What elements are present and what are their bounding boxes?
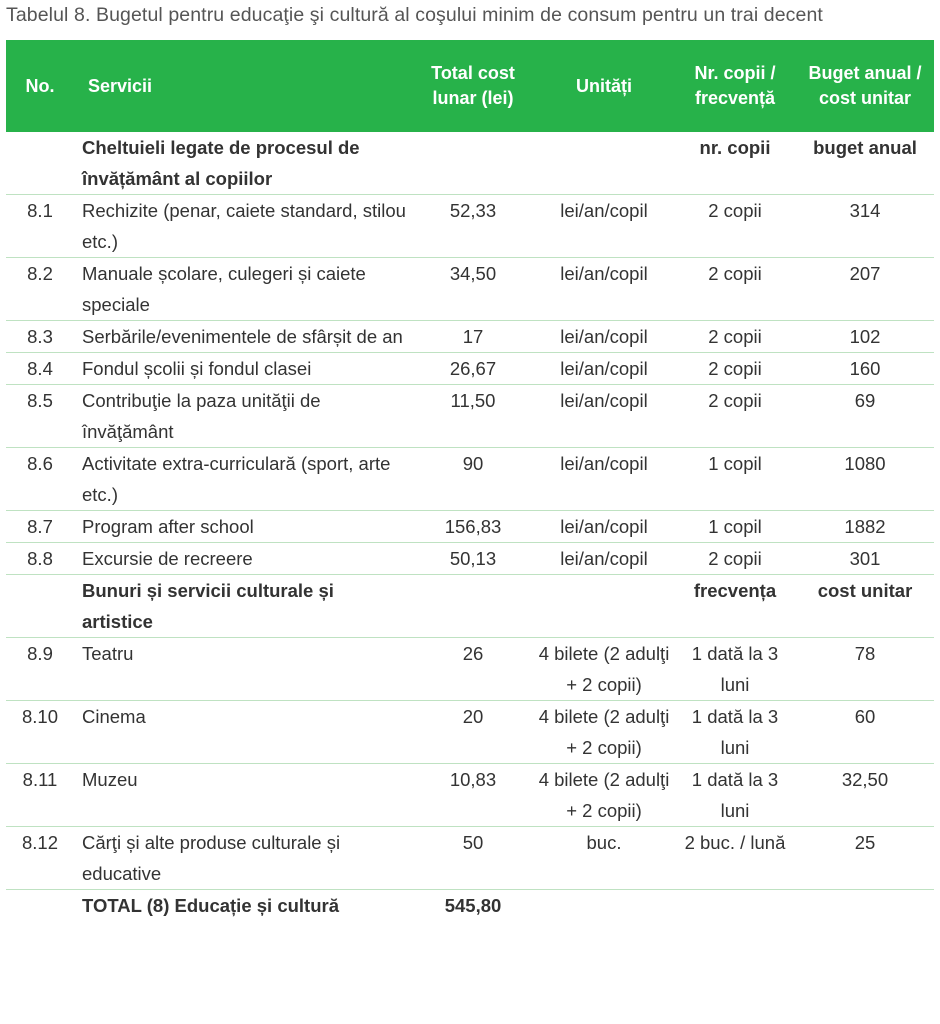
row-unit: lei/an/copil <box>534 385 674 448</box>
row-no: 8.3 <box>6 321 74 353</box>
row-cost: 34,50 <box>412 258 534 321</box>
header-unitati: Unități <box>534 40 674 132</box>
table-header-row <box>6 40 934 132</box>
table-row <box>6 448 934 511</box>
row-unit: buc. <box>534 827 674 890</box>
row-freq: 1 dată la 3 luni <box>674 764 796 827</box>
header-budget: Buget anual / cost unitar <box>796 40 934 132</box>
row-no: 8.11 <box>6 764 74 827</box>
row-no: 8.6 <box>6 448 74 511</box>
row-cost: 17 <box>412 321 534 353</box>
total-no <box>6 890 74 922</box>
row-service: Cinema <box>74 701 412 764</box>
row-freq: 1 copil <box>674 448 796 511</box>
table-caption: Tabelul 8. Bugetul pentru educaţie şi cultură al coşului minim de consum pentru un trai decent <box>6 4 823 26</box>
row-no: 8.2 <box>6 258 74 321</box>
header-servicii: Servicii <box>74 40 412 132</box>
table-row <box>6 827 934 890</box>
row-budget: 60 <box>796 701 934 764</box>
row-no: 8.5 <box>6 385 74 448</box>
row-service: Rechizite (penar, caiete standard, stilou etc.) <box>74 195 412 258</box>
row-cost: 50,13 <box>412 543 534 575</box>
section-unit <box>534 575 674 638</box>
row-no: 8.12 <box>6 827 74 890</box>
row-freq: 2 copii <box>674 258 796 321</box>
row-budget: 102 <box>796 321 934 353</box>
header-cost: Total cost lunar (lei) <box>412 40 534 132</box>
row-unit: 4 bilete (2 adulţi + 2 copii) <box>534 638 674 701</box>
section-row-culture <box>6 575 934 638</box>
section-title: Cheltuieli legate de procesul de învățământ al copiilor <box>74 132 412 195</box>
row-freq: 1 copil <box>674 511 796 543</box>
section-cost <box>412 132 534 195</box>
row-cost: 10,83 <box>412 764 534 827</box>
row-no: 8.10 <box>6 701 74 764</box>
row-freq: 2 buc. / lună <box>674 827 796 890</box>
row-freq: 2 copii <box>674 353 796 385</box>
row-cost: 26,67 <box>412 353 534 385</box>
total-cost: 545,80 <box>444 895 502 916</box>
table-row <box>6 353 934 385</box>
budget-table <box>6 40 934 921</box>
row-service: Activitate extra-curriculară (sport, arte etc.) <box>74 448 412 511</box>
row-budget: 207 <box>796 258 934 321</box>
row-unit: lei/an/copil <box>534 321 674 353</box>
section-budget-label: cost unitar <box>796 575 934 638</box>
row-budget: 301 <box>796 543 934 575</box>
section-unit <box>534 132 674 195</box>
row-budget: 314 <box>796 195 934 258</box>
row-cost: 11,50 <box>412 385 534 448</box>
table-row <box>6 321 934 353</box>
row-unit: lei/an/copil <box>534 195 674 258</box>
row-unit: 4 bilete (2 adulţi + 2 copii) <box>534 764 674 827</box>
row-cost: 156,83 <box>412 511 534 543</box>
row-no: 8.8 <box>6 543 74 575</box>
row-no: 8.7 <box>6 511 74 543</box>
table-row <box>6 511 934 543</box>
row-budget: 1882 <box>796 511 934 543</box>
row-service: Excursie de recreere <box>74 543 412 575</box>
row-freq: 2 copii <box>674 321 796 353</box>
row-cost: 26 <box>412 638 534 701</box>
row-no: 8.1 <box>6 195 74 258</box>
row-no: 8.4 <box>6 353 74 385</box>
section-cost <box>412 575 534 638</box>
section-row-education <box>6 132 934 195</box>
row-service: Manuale școlare, culegeri și caiete speciale <box>74 258 412 321</box>
row-service: Cărţi și alte produse culturale și educative <box>74 827 412 890</box>
row-budget: 160 <box>796 353 934 385</box>
total-freq <box>674 890 796 922</box>
section-freq-label: nr. copii <box>674 132 796 195</box>
section-title: Bunuri și servicii culturale și artistice <box>74 575 412 638</box>
section-freq-label: frecvența <box>674 575 796 638</box>
total-row <box>6 890 934 922</box>
table-row <box>6 195 934 258</box>
section-no <box>6 575 74 638</box>
row-cost: 50 <box>412 827 534 890</box>
row-unit: lei/an/copil <box>534 258 674 321</box>
table-row <box>6 258 934 321</box>
row-cost: 20 <box>412 701 534 764</box>
row-freq: 1 dată la 3 luni <box>674 701 796 764</box>
row-budget: 78 <box>796 638 934 701</box>
row-no: 8.9 <box>6 638 74 701</box>
row-unit: lei/an/copil <box>534 353 674 385</box>
row-service: Fondul școlii și fondul clasei <box>74 353 412 385</box>
row-unit: lei/an/copil <box>534 511 674 543</box>
table-row <box>6 385 934 448</box>
total-budget <box>796 890 934 922</box>
table-row <box>6 638 934 701</box>
row-service: Teatru <box>74 638 412 701</box>
row-unit: lei/an/copil <box>534 543 674 575</box>
row-budget: 32,50 <box>796 764 934 827</box>
row-freq: 2 copii <box>674 195 796 258</box>
total-unit <box>534 890 674 922</box>
row-service: Program after school <box>74 511 412 543</box>
section-budget-label: buget anual <box>796 132 934 195</box>
row-unit: 4 bilete (2 adulţi + 2 copii) <box>534 701 674 764</box>
row-budget: 25 <box>796 827 934 890</box>
header-frequency: Nr. copii / frecvență <box>674 40 796 132</box>
header-no: No. <box>6 40 74 132</box>
row-service: Muzeu <box>74 764 412 827</box>
total-label: TOTAL (8) Educație și cultură <box>82 895 339 916</box>
row-freq: 2 copii <box>674 543 796 575</box>
row-budget: 1080 <box>796 448 934 511</box>
table-row <box>6 764 934 827</box>
table-row <box>6 701 934 764</box>
row-budget: 69 <box>796 385 934 448</box>
row-unit: lei/an/copil <box>534 448 674 511</box>
table-row <box>6 543 934 575</box>
row-cost: 52,33 <box>412 195 534 258</box>
row-freq: 2 copii <box>674 385 796 448</box>
row-freq: 1 dată la 3 luni <box>674 638 796 701</box>
section-no <box>6 132 74 195</box>
row-service: Serbările/evenimentele de sfârșit de an <box>74 321 412 353</box>
row-service: Contribuţie la paza unităţii de învăţământ <box>74 385 412 448</box>
row-cost: 90 <box>412 448 534 511</box>
